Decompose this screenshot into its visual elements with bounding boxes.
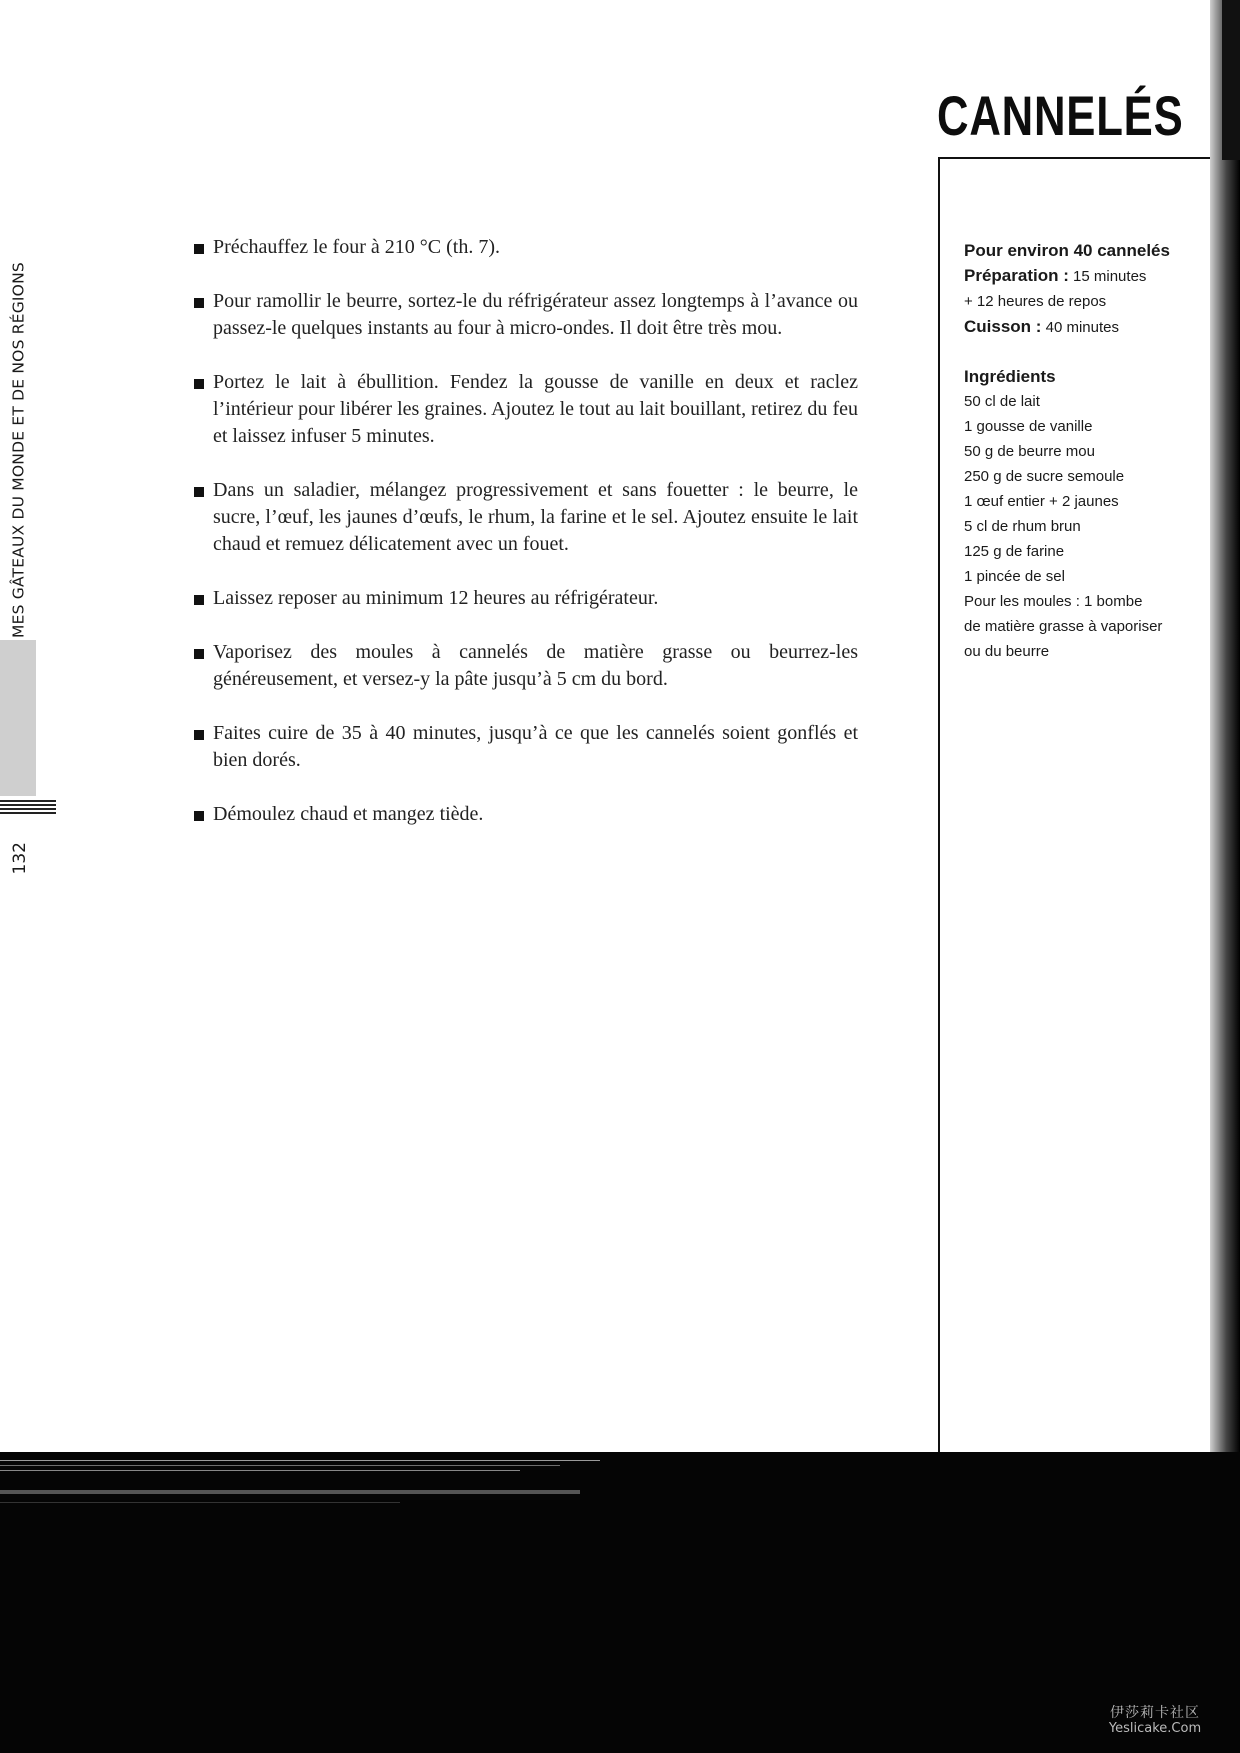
instruction-text: Préchauffez le four à 210 °C (th. 7). (213, 236, 500, 258)
instruction-step (194, 801, 858, 828)
instruction-step (194, 234, 858, 261)
ingredient-item: Pour les moules : 1 bombe (964, 593, 1143, 610)
cook-time (964, 314, 1184, 340)
square-bullet-icon (194, 298, 204, 308)
watermark (1090, 1705, 1220, 1737)
ingredient-item: 250 g de sucre semoule (964, 468, 1125, 485)
cook-label: Cuisson : (964, 317, 1042, 336)
instruction-text: Portez le lait à ébullition. Fendez la gousse de vanille en deux et raclez l’intérieur pour libérer les graines. Ajoutez le tout au lait bouillant, retirez du feu et laissez infuser 5 minutes. (213, 371, 858, 447)
margin-stripes (0, 800, 56, 818)
prep-time (964, 263, 1184, 289)
scan-streaks (0, 1456, 620, 1516)
instruction-text: Dans un saladier, mélangez progressivement et sans fouetter : le beurre, le sucre, l’œuf, les jaunes d’œufs, le rhum, la farine et le sel. Ajoutez ensuite le lait chaud et remuez délicatement avec un fouet. (213, 479, 858, 555)
square-bullet-icon (194, 379, 204, 389)
instruction-text: Faites cuire de 35 à 40 minutes, jusqu’à ce que les cannelés soient gonflés et bien dorés. (213, 722, 858, 771)
ingredient-item: 5 cl de rhum brun (964, 518, 1081, 535)
prep-value: 15 minutes (1073, 268, 1147, 285)
running-head-text: MES GÂTEAUX DU MONDE ET DE NOS RÉGIONS (9, 262, 28, 638)
running-head (2, 262, 36, 638)
square-bullet-icon (194, 595, 204, 605)
recipe-info-sidebar (964, 238, 1184, 664)
ingredient-item: ou du beurre (964, 643, 1050, 660)
square-bullet-icon (194, 730, 204, 740)
square-bullet-icon (194, 811, 204, 821)
ingredient-item: 1 pincée de sel (964, 568, 1065, 585)
instruction-step (194, 585, 858, 612)
prep-label: Préparation : (964, 266, 1069, 285)
instruction-step (194, 288, 858, 342)
recipe-title: CANNELÉS (937, 84, 1184, 147)
instruction-step (194, 720, 858, 774)
cook-value: 40 minutes (1045, 319, 1119, 336)
square-bullet-icon (194, 244, 204, 254)
margin-grey-bar (0, 640, 36, 796)
ingredient-item: de matière grasse à vaporiser (964, 618, 1163, 635)
watermark-line-2: Yeslicake.Com (1108, 1721, 1202, 1737)
title-rule (938, 157, 1223, 159)
page-number: 132 (10, 842, 30, 875)
ingredient-item: 1 œuf entier + 2 jaunes (964, 493, 1119, 510)
ingredient-item: 50 cl de lait (964, 393, 1040, 410)
page-edge-dark (1222, 0, 1240, 160)
instruction-text: Vaporisez des moules à cannelés de matière grasse ou beurrez-les généreusement, et versez-y la pâte jusqu’à 5 cm du bord. (213, 641, 858, 690)
ingredient-item: 1 gousse de vanille (964, 418, 1093, 435)
instruction-list (194, 234, 858, 855)
instruction-step (194, 639, 858, 693)
prep-extra: + 12 heures de repos (964, 293, 1107, 310)
instruction-step (194, 477, 858, 558)
ingredient-item: 125 g de farine (964, 543, 1065, 560)
instruction-step (194, 369, 858, 450)
servings: Pour environ 40 cannelés (964, 241, 1170, 260)
sidebar-rule (938, 157, 940, 1452)
ingredients-heading: Ingrédients (964, 367, 1056, 386)
instruction-text: Démoulez chaud et mangez tiède. (213, 803, 484, 825)
square-bullet-icon (194, 487, 204, 497)
instruction-text: Pour ramollir le beurre, sortez-le du réfrigérateur assez longtemps à l’avance ou passez-le quelques instants au four à micro-ondes. Il doit être très mou. (213, 290, 858, 339)
ingredient-item: 50 g de beurre mou (964, 443, 1095, 460)
square-bullet-icon (194, 649, 204, 659)
watermark-line-1: 伊莎莉卡社区 (1110, 1704, 1200, 1721)
instruction-text: Laissez reposer au minimum 12 heures au réfrigérateur. (213, 587, 659, 609)
